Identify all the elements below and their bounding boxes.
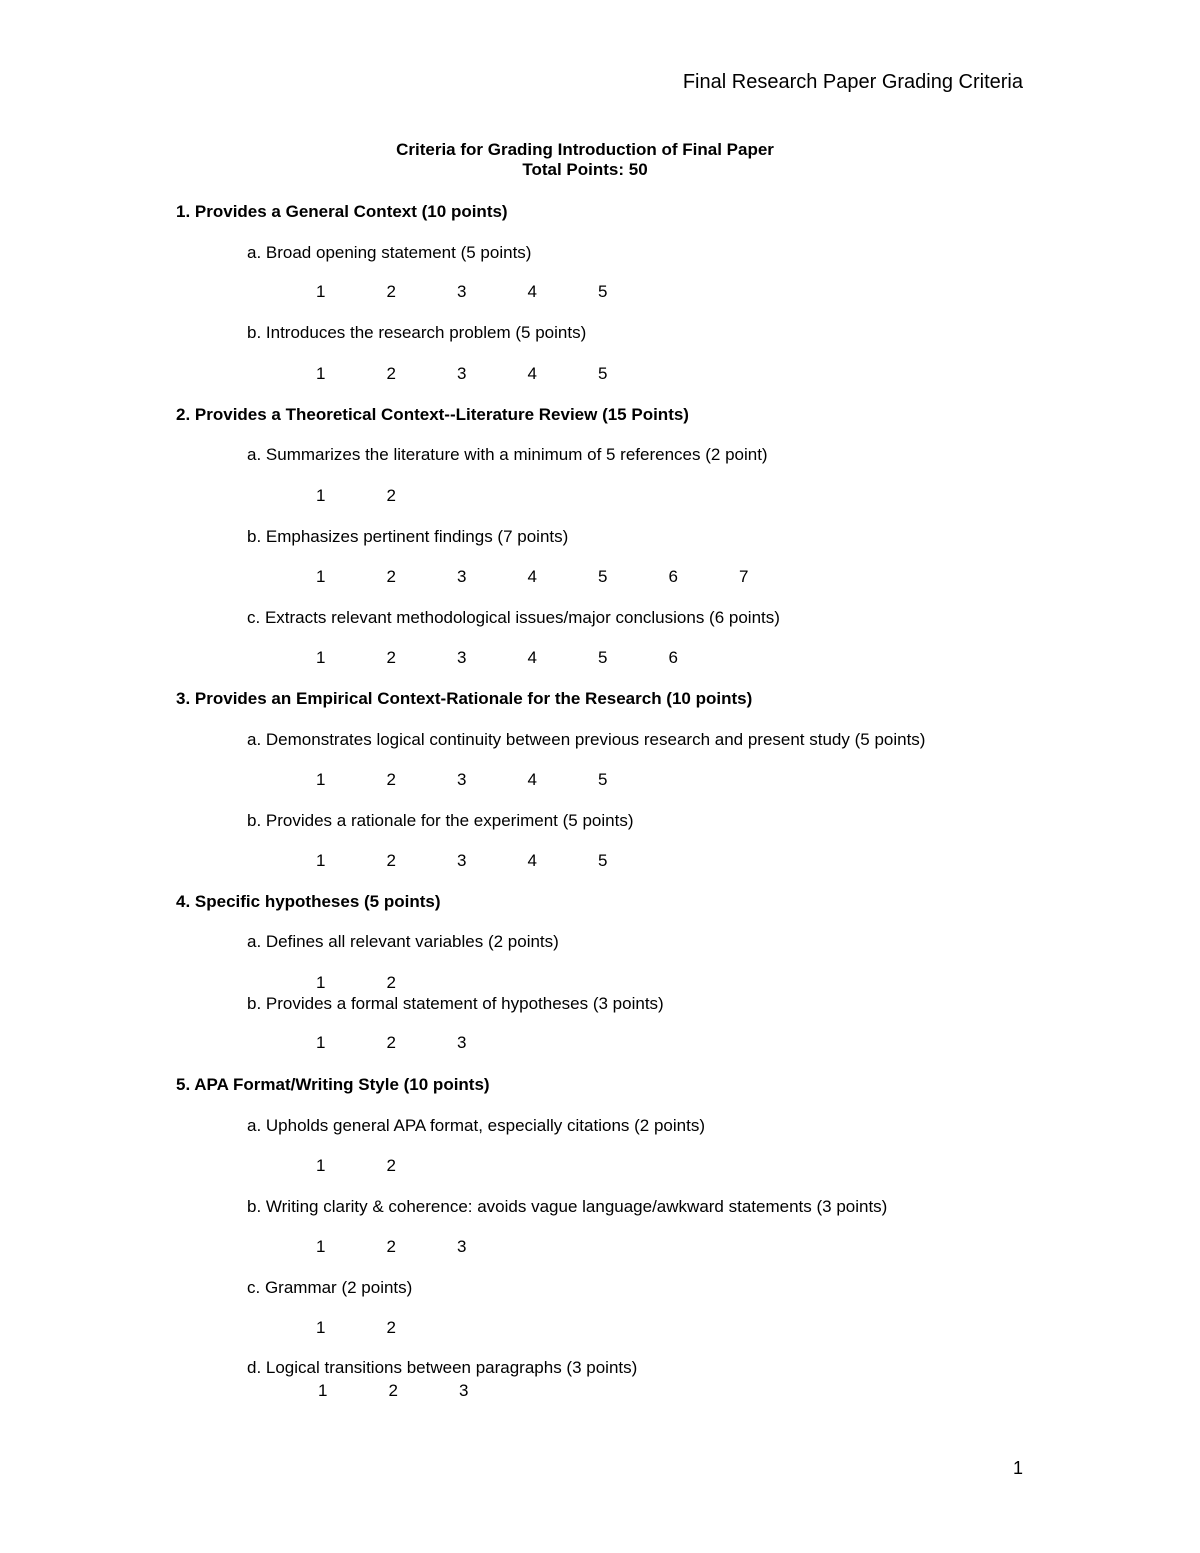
criterion-label: b. Provides a rationale for the experiment (5 points) — [247, 811, 634, 830]
rating-scale — [316, 770, 669, 790]
criterion-label: c. Grammar (2 points) — [247, 1278, 413, 1297]
section-heading: 2. Provides a Theoretical Context--Literature Review (15 Points) — [176, 405, 689, 424]
section-heading: 5. APA Format/Writing Style (10 points) — [176, 1075, 490, 1094]
scale-value[interactable]: 1 — [316, 282, 326, 301]
scale-value[interactable]: 4 — [527, 851, 537, 870]
rating-scale — [316, 1318, 457, 1338]
document-title — [0, 140, 1170, 180]
scale-value[interactable]: 1 — [316, 973, 326, 992]
criterion-label: d. Logical transitions between paragraphs (3 points) — [247, 1358, 638, 1377]
criterion-label: b. Emphasizes pertinent findings (7 points) — [247, 527, 569, 546]
scale-value[interactable]: 1 — [316, 770, 326, 789]
scale-value[interactable]: 5 — [598, 648, 608, 667]
scale-value[interactable]: 2 — [386, 1318, 396, 1337]
scale-value[interactable]: 4 — [527, 282, 537, 301]
scale-value[interactable]: 3 — [457, 364, 467, 383]
criterion-label: a. Summarizes the literature with a minimum of 5 references (2 point) — [247, 445, 768, 464]
scale-value[interactable]: 1 — [316, 851, 326, 870]
scale-value[interactable]: 2 — [386, 1156, 396, 1175]
page-number: 1 — [1013, 1458, 1024, 1478]
scale-value[interactable]: 1 — [316, 1318, 326, 1337]
rating-scale — [316, 567, 810, 587]
scale-value[interactable]: 1 — [316, 364, 326, 383]
scale-value[interactable]: 2 — [386, 973, 396, 992]
scale-value[interactable]: 4 — [527, 567, 537, 586]
rating-scale — [316, 1033, 528, 1053]
scale-value[interactable]: 2 — [386, 648, 396, 667]
scale-value[interactable]: 2 — [386, 364, 396, 383]
scale-value[interactable]: 1 — [316, 567, 326, 586]
criterion-label: a. Defines all relevant variables (2 points) — [247, 932, 559, 951]
scale-value[interactable]: 3 — [457, 648, 467, 667]
scale-value[interactable]: 3 — [457, 770, 467, 789]
rating-scale — [316, 648, 739, 668]
scale-value[interactable]: 6 — [668, 567, 678, 586]
scale-value[interactable]: 1 — [318, 1381, 328, 1400]
scale-value[interactable]: 5 — [598, 364, 608, 383]
scale-value[interactable]: 3 — [457, 282, 467, 301]
scale-value[interactable]: 2 — [386, 1033, 396, 1052]
total-points-line: Total Points: 50 — [522, 160, 648, 179]
scale-value[interactable]: 4 — [527, 648, 537, 667]
scale-value[interactable]: 3 — [457, 1033, 467, 1052]
rating-scale — [316, 973, 457, 993]
rating-scale — [316, 1156, 457, 1176]
scale-value[interactable]: 1 — [316, 1237, 326, 1256]
scale-value[interactable]: 2 — [386, 851, 396, 870]
scale-value[interactable]: 3 — [459, 1381, 469, 1400]
criterion-label: a. Upholds general APA format, especially citations (2 points) — [247, 1116, 705, 1135]
criterion-label: a. Demonstrates logical continuity between previous research and present study (5 points) — [247, 730, 926, 749]
scale-value[interactable]: 4 — [527, 770, 537, 789]
scale-value[interactable]: 1 — [316, 1033, 326, 1052]
criterion-label: a. Broad opening statement (5 points) — [247, 243, 532, 262]
scale-value[interactable]: 2 — [386, 567, 396, 586]
scale-value[interactable]: 1 — [316, 486, 326, 505]
title-line: Criteria for Grading Introduction of Final Paper — [396, 140, 774, 159]
rating-scale — [316, 282, 669, 302]
criterion-label: b. Provides a formal statement of hypotheses (3 points) — [247, 994, 664, 1013]
criterion-label: b. Introduces the research problem (5 points) — [247, 323, 587, 342]
section-heading: 3. Provides an Empirical Context-Rationale for the Research (10 points) — [176, 689, 753, 708]
criterion-label: c. Extracts relevant methodological issues/major conclusions (6 points) — [247, 608, 780, 627]
rating-scale — [316, 1237, 528, 1257]
scale-value[interactable]: 6 — [668, 648, 678, 667]
section-heading: 4. Specific hypotheses (5 points) — [176, 892, 441, 911]
scale-value[interactable]: 2 — [386, 770, 396, 789]
scale-value[interactable]: 2 — [386, 486, 396, 505]
scale-value[interactable]: 5 — [598, 770, 608, 789]
scale-value[interactable]: 3 — [457, 1237, 467, 1256]
scale-value[interactable]: 1 — [316, 1156, 326, 1175]
rating-scale — [318, 1381, 530, 1401]
scale-value[interactable]: 2 — [386, 1237, 396, 1256]
scale-value[interactable]: 1 — [316, 648, 326, 667]
criterion-label: b. Writing clarity & coherence: avoids vague language/awkward statements (3 points) — [247, 1197, 888, 1216]
scale-value[interactable]: 7 — [739, 567, 749, 586]
scale-value[interactable]: 2 — [388, 1381, 398, 1400]
scale-value[interactable]: 4 — [527, 364, 537, 383]
rating-scale — [316, 486, 457, 506]
page-header: Final Research Paper Grading Criteria — [682, 71, 1023, 93]
scale-value[interactable]: 5 — [598, 567, 608, 586]
rating-scale — [316, 851, 669, 871]
scale-value[interactable]: 3 — [457, 567, 467, 586]
rating-scale — [316, 364, 669, 384]
scale-value[interactable]: 5 — [598, 851, 608, 870]
scale-value[interactable]: 3 — [457, 851, 467, 870]
scale-value[interactable]: 2 — [386, 282, 396, 301]
section-heading: 1. Provides a General Context (10 points) — [176, 202, 508, 221]
scale-value[interactable]: 5 — [598, 282, 608, 301]
